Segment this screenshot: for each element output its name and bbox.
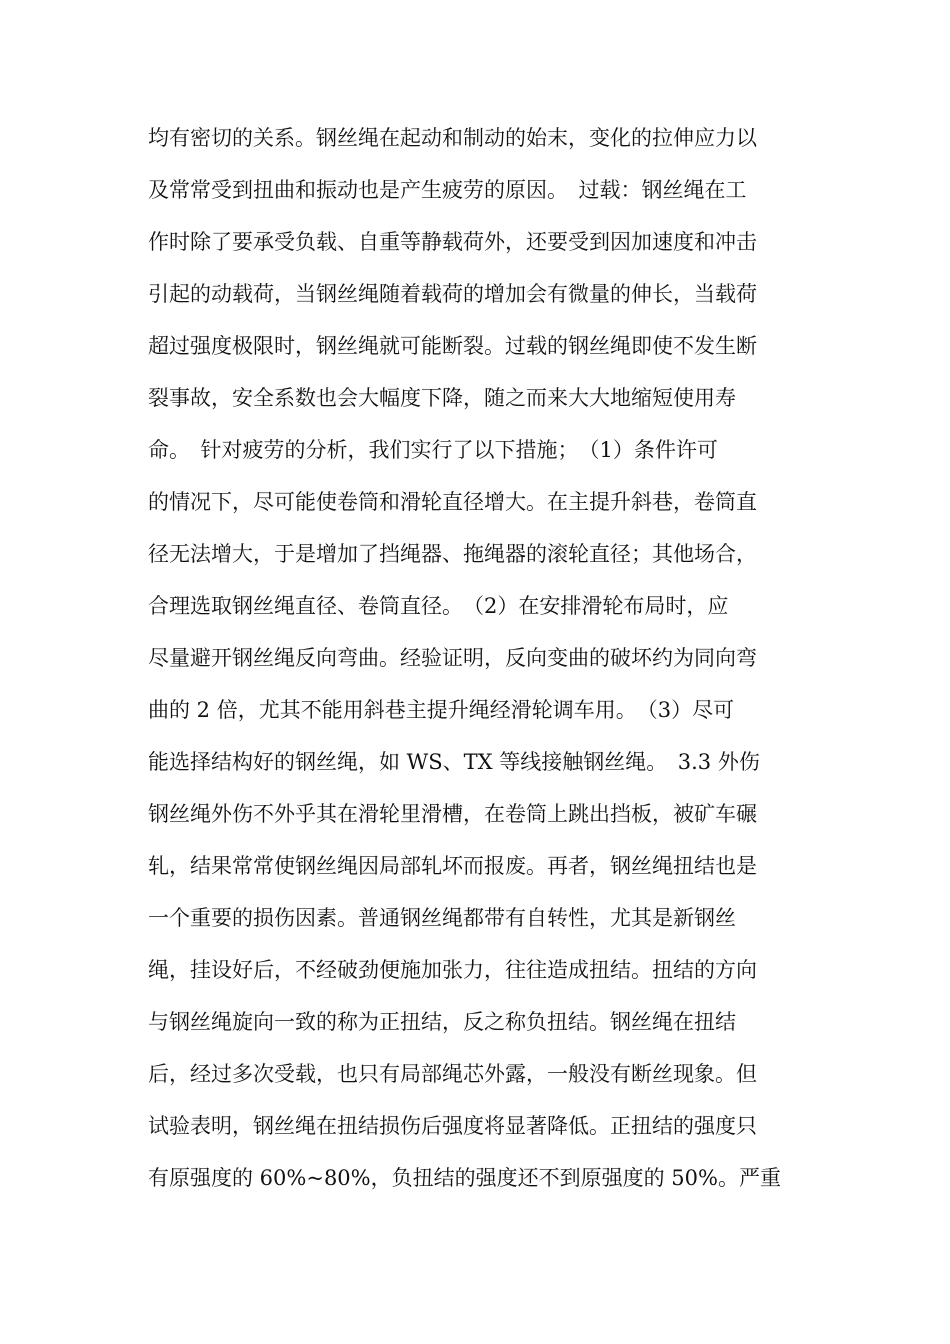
text-line: 径无法增大，于是增加了挡绳器、拖绳器的滚轮直径；其他场合，	[148, 542, 757, 566]
text-line: 一个重要的损伤因素。普通钢丝绳都带有自转性，尤其是新钢丝	[148, 906, 736, 930]
body-text	[148, 112, 808, 1204]
text-line: 命。 针对疲劳的分析，我们实行了以下措施； （1）条件许可	[148, 438, 718, 462]
text-line: 绳，挂设好后，不经破劲便施加张力，往往造成扭结。扭结的方向	[148, 958, 757, 982]
text-line: 均有密切的关系。钢丝绳在起动和制动的始末，变化的拉伸应力以	[148, 126, 757, 150]
text-line: 后，经过多次受载，也只有局部绳芯外露，一般没有断丝现象。但	[148, 1062, 757, 1086]
text-line: 合理选取钢丝绳直径、卷筒直径。 （2）在安排滑轮布局时，应	[148, 594, 729, 618]
text-line: 作时除了要承受负载、自重等静载荷外，还要受到因加速度和冲击	[148, 230, 757, 254]
text-line: 尽量避开钢丝绳反向弯曲。经验证明，反向变曲的破坏约为同向弯	[148, 646, 757, 670]
text-line: 试验表明，钢丝绳在扭结损伤后强度将显著降低。正扭结的强度只	[148, 1114, 757, 1138]
text-line: 的情况下，尽可能使卷筒和滑轮直径增大。在主提升斜巷，卷筒直	[148, 490, 757, 514]
text-line: 轧，结果常常使钢丝绳因局部轧坏而报废。再者，钢丝绳扭结也是	[148, 854, 757, 878]
text-line: 曲的 2 倍，尤其不能用斜巷主提升绳经滑轮调车用。 （3）尽可	[148, 698, 735, 722]
text-line: 与钢丝绳旋向一致的称为正扭结，反之称负扭结。钢丝绳在扭结	[148, 1010, 736, 1034]
text-line: 有原强度的 60%~80%，负扭结的强度还不到原强度的 50%。严重	[148, 1166, 781, 1190]
text-line: 能选择结构好的钢丝绳，如 WS、TX 等线接触钢丝绳。 3.3 外伤	[148, 750, 760, 774]
text-line: 及常常受到扭曲和振动也是产生疲劳的原因。 过载：钢丝绳在工	[148, 178, 747, 202]
text-line: 裂事故，安全系数也会大幅度下降，随之而来大大地缩短使用寿	[148, 386, 736, 410]
text-line: 超过强度极限时，钢丝绳就可能断裂。过载的钢丝绳即使不发生断	[148, 334, 757, 358]
text-line: 引起的动载荷，当钢丝绳随着载荷的增加会有微量的伸长，当载荷	[148, 282, 757, 306]
text-line: 钢丝绳外伤不外乎其在滑轮里滑槽，在卷筒上跳出挡板，被矿车碾	[148, 802, 757, 826]
